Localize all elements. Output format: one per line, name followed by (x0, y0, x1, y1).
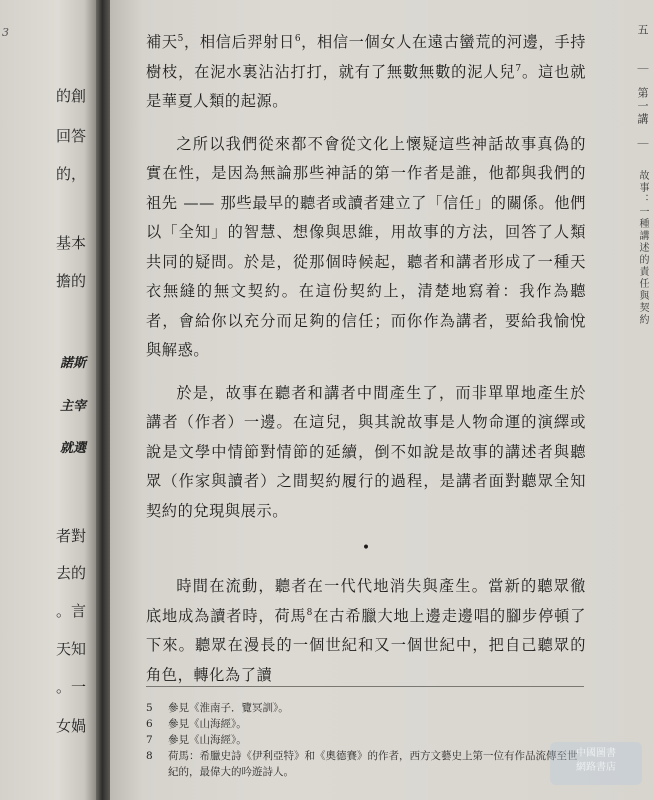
section-divider: • (361, 540, 371, 556)
left-text-fragment: 諾斯 (59, 356, 86, 371)
left-text-fragment: 的創 (55, 87, 86, 105)
left-text-fragment: 女媧 (55, 717, 86, 735)
book-gutter (96, 0, 110, 800)
running-head: 五 ｜ 第一講 ｜ 故事：一種講述的責任與契約 (636, 24, 649, 326)
footnote-divider (146, 686, 584, 687)
left-text-fragment: 回答 (55, 127, 86, 145)
right-page (110, 0, 654, 800)
left-page (0, 0, 96, 800)
left-text-fragment: 的， (55, 165, 86, 183)
footnote: 7 參見《山海經》。 (146, 734, 247, 746)
footnotes (146, 700, 586, 780)
left-text-fragment: 。言 (55, 602, 86, 620)
footnote: 5 參見《淮南子．覽冥訓》。 (146, 702, 289, 714)
chapter-subtitle: 故事：一種講述的責任與契約 (637, 170, 648, 326)
left-text-fragment: 基本 (55, 234, 86, 252)
footnote-ref-7[interactable]: 7 (515, 63, 522, 74)
left-text-fragment: 主宰 (59, 399, 86, 414)
left-text-fragment: 擔的 (55, 272, 86, 290)
paragraph-1: 補天$^5$，相信后羿射日$^6$，相信一個女人在遠古蠻荒的河邊，手持樹枝，在泥水裏沾沾打打，就有了無數無數的泥人兒$^7$。這也就是華夏人類的起源。 (146, 33, 586, 110)
paragraph-2: 之所以我們從來都不會從文化上懷疑這些神話故事真偽的實在性，是因為無論那些神話的第一作者是誰，他都與我們的祖先 —— 那些最早的聽者或讀者建立了「信任」的關係。他們以「全知」的智慧、想像與思維，用故事的方法，回答了人類共同的疑問。於是，從那個時候起，聽者和講者形成了一種天衣無縫的無文契約。在這份契約上，清楚地寫着：我作為聽者，會給你以充分而足夠的信任；而你作為講者，要給我愉悅與解惑。 (146, 134, 586, 359)
left-text-fragment: 去的 (55, 564, 86, 582)
paragraph-4: 時間在流動，聽者在一代代地消失與產生。當新的聽眾徹底地成為讀者時，荷馬$^8$在古希臘大地上邊走邊唱的腳步停頓了下來。聽眾在漫長的一個世紀和又一個世紀中，把自己聽眾的角色，轉化為了讀 (146, 577, 587, 684)
paragraph-3: 於是，故事在聽者和講者中間產生了，而非單單地產生於講者（作者）一邊。在這兒，與其說故事是人物命運的演繹或說是文學中情節對情節的延續，倒不如說是故事的講述者與聽眾（作家與讀者）之間契約履行的過程，是講者面對聽眾全知契約的兌現與展示。 (146, 383, 586, 520)
footnote: 8 荷馬：希臘史詩《伊利亞特》和《奧德賽》的作者，西方文藝史上第一位有作品流傳至世紀的，最偉大的吟遊詩人。 (146, 750, 578, 778)
left-text-fragment: 天知 (55, 640, 86, 658)
footnote: 6 參見《山海經》。 (146, 718, 247, 730)
left-text-fragment: 者對 (55, 527, 86, 545)
page-number: 五 (636, 24, 649, 37)
body-text (146, 28, 586, 690)
chapter-title: 第一講 (636, 87, 649, 126)
watermark-logo: 中國圖書 網路書店 (550, 742, 642, 785)
left-text-fragment: 。一 (55, 678, 86, 696)
footnote-ref-8[interactable]: 8 (306, 607, 313, 618)
left-page-number: 3 (2, 26, 9, 39)
left-text-fragment: 就選 (59, 441, 86, 456)
footnote-ref-5[interactable]: 5 (177, 33, 184, 44)
footnote-ref-6[interactable]: 6 (294, 33, 302, 44)
